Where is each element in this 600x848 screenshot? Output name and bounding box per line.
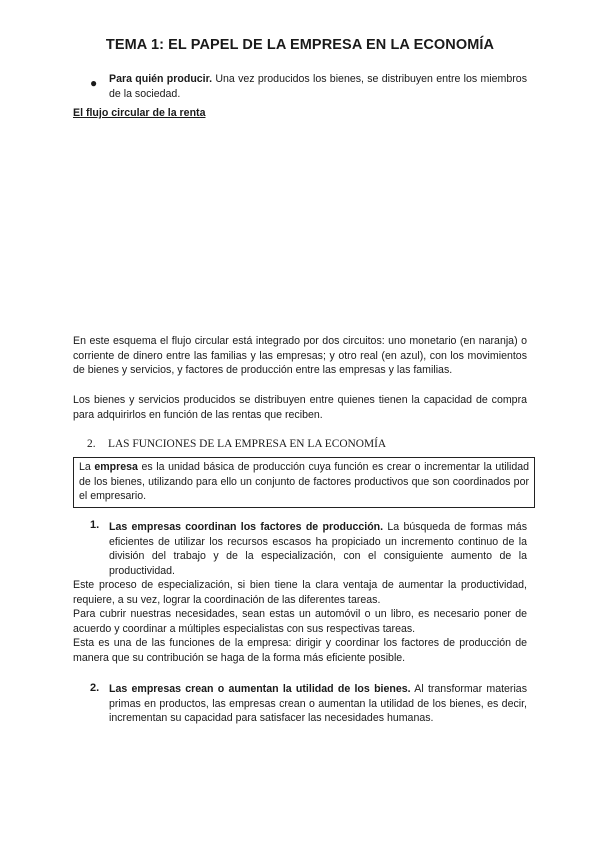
item2-text: Al transformar materias primas en productos, las empresas crean o aumentan la utilidad de los bienes, es decir, incrementan su capacidad para satisfacer las necesidades humanas. (109, 683, 527, 725)
page-title: TEMA 1: EL PAPEL DE LA EMPRESA EN LA ECONOMÍA (105, 37, 495, 53)
bullet-text: Una vez producidos los bienes, se distribuyen entre los miembros de la sociedad. (109, 73, 527, 100)
esquema-paragraph: En este esquema el flujo circular está integrado por dos circuitos: uno monetario (en naranja) o corriente de dinero entre las familias y las empresas; y otro real (en azul), con los movimientos de bienes y servicios, y factores de producción entre las empresas y las familias. (73, 335, 527, 377)
bienes-paragraph: Los bienes y servicios producidos se distribuyen entre quienes tienen la capacidad de compra para adquirirlos en función de las rentas que reciben. (73, 394, 527, 421)
section-title: LAS FUNCIONES DE LA EMPRESA EN LA ECONOMÍA (108, 438, 387, 450)
item1-text: La búsqueda de formas más eficientes de utilizar los recursos escasos ha propiciado un incremento continuo de la división del trabajo y de la especialización, con el consiguiente aumento de la productividad. (109, 521, 527, 577)
definition-pre: La (79, 461, 95, 473)
bullet-marker: ● (90, 76, 98, 90)
flujo-heading: El flujo circular de la renta (73, 107, 206, 119)
bullet-paragraph (109, 72, 527, 101)
item1-lead: Las empresas coordinan los factores de producción. (109, 521, 384, 533)
definition-box (73, 457, 535, 508)
paragraph-especializacion: Este proceso de especialización, si bien tiene la clara ventaja de aumentar la productividad, requiere, a su vez, lograr la coordinación de las diferentes tareas. (73, 579, 527, 606)
paragraph-necesidades: Para cubrir nuestras necesidades, sean estas un automóvil o un libro, es necesario poner de acuerdo y coordinar a múltiples especialistas con sus respectivas tareas. (73, 608, 527, 635)
definition-term: empresa (94, 461, 138, 473)
item2-paragraph (109, 682, 527, 726)
item2-number: 2. (90, 682, 100, 694)
section-number: 2. (87, 438, 96, 450)
item1-number: 1. (90, 519, 100, 531)
paragraph-funciones: Esta es una de las funciones de la empresa: dirigir y coordinar los factores de producción de manera que su contribución se haga de la forma más eficiente posible. (73, 637, 527, 664)
item2-lead: Las empresas crean o aumentan la utilidad de los bienes. (109, 683, 411, 695)
bullet-lead: Para quién producir. (109, 73, 213, 85)
item1-paragraph (109, 520, 527, 578)
diagram-placeholder (73, 125, 529, 325)
definition-text: es la unidad básica de producción cuya función es crear o incrementar la utilidad de los bienes, utilizando para ello un conjunto de factores productivos que son coordinados por el empresario. (79, 461, 529, 503)
